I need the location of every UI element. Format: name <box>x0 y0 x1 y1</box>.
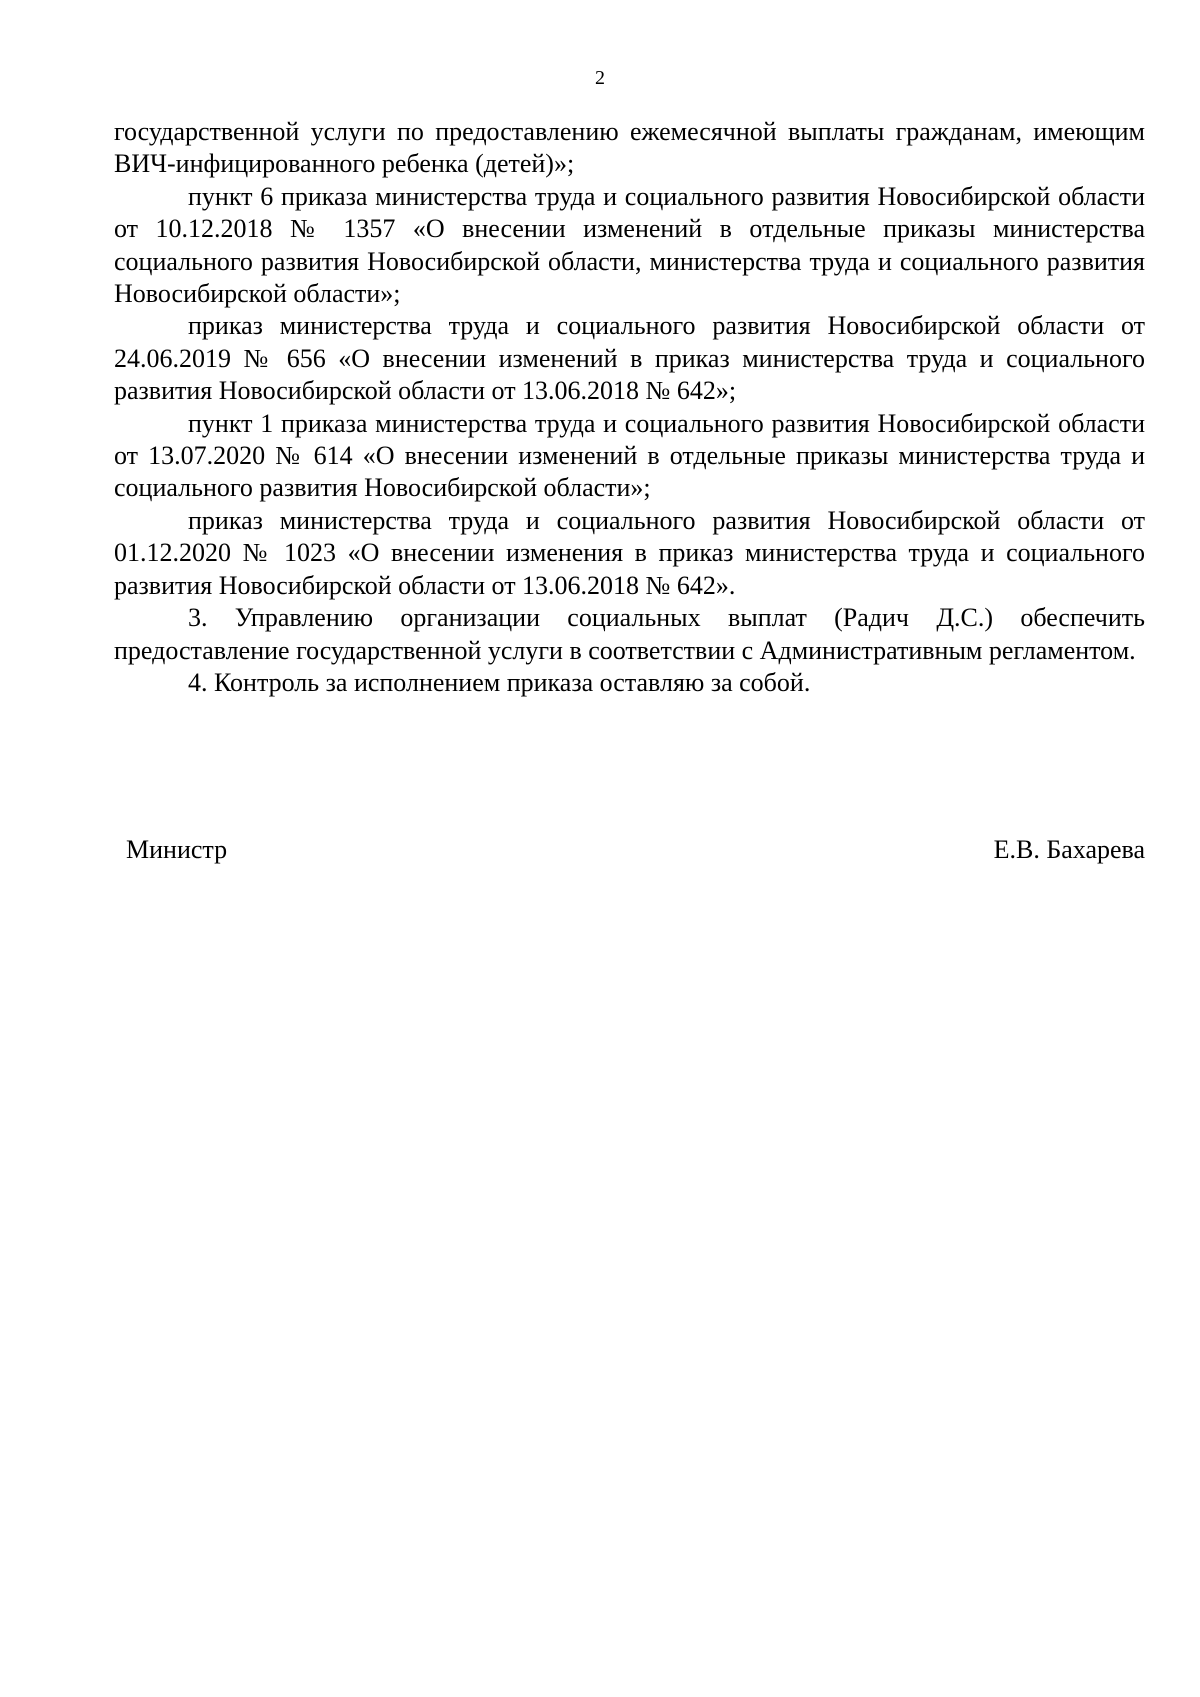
document-body <box>114 116 1145 699</box>
page-number: 2 <box>595 67 605 89</box>
paragraph-item-order-656: приказ министерства труда и социального развития Новосибирской области от 24.06.2019 № 656 «О внесении изменений в приказ министерства труда и социального развития Новосибирской области от 13.06.2018 № 642»; <box>114 311 1145 406</box>
paragraph-clause-3: 3. Управлению организации социальных выплат (Радич Д.С.) обеспечить предоставление государственной услуги в соответствии с Административным регламентом. <box>114 603 1145 665</box>
signatory-name: Е.В. Бахарева <box>993 835 1145 864</box>
paragraph-item-order-614: пункт 1 приказа министерства труда и социального развития Новосибирской области от 13.07.2020 № 614 «О внесении изменений в отдельные приказы министерства труда и социального развития Новосибирской области»; <box>114 408 1145 503</box>
paragraph-item-order-1023: приказ министерства труда и социального развития Новосибирской области от 01.12.2020 № 1023 «О внесении изменения в приказ министерства труда и социального развития Новосибирской области от 13.06.2018 № 642». <box>114 505 1145 600</box>
paragraph-continuation: государственной услуги по предоставлению ежемесячной выплаты гражданам, имеющим ВИЧ-инфицированного ребенка (детей)»; <box>114 117 1145 179</box>
paragraph-item-order-1357: пункт 6 приказа министерства труда и социального развития Новосибирской области от 10.12.2018 № 1357 «О внесении изменений в отдельные приказы министерства социального развития Новосибирской области, министерства труда и социального развития Новосибирской области»; <box>114 181 1145 309</box>
paragraph-clause-4: 4. Контроль за исполнением приказа оставляю за собой. <box>188 667 811 697</box>
signatory-position: Министр <box>126 835 228 864</box>
